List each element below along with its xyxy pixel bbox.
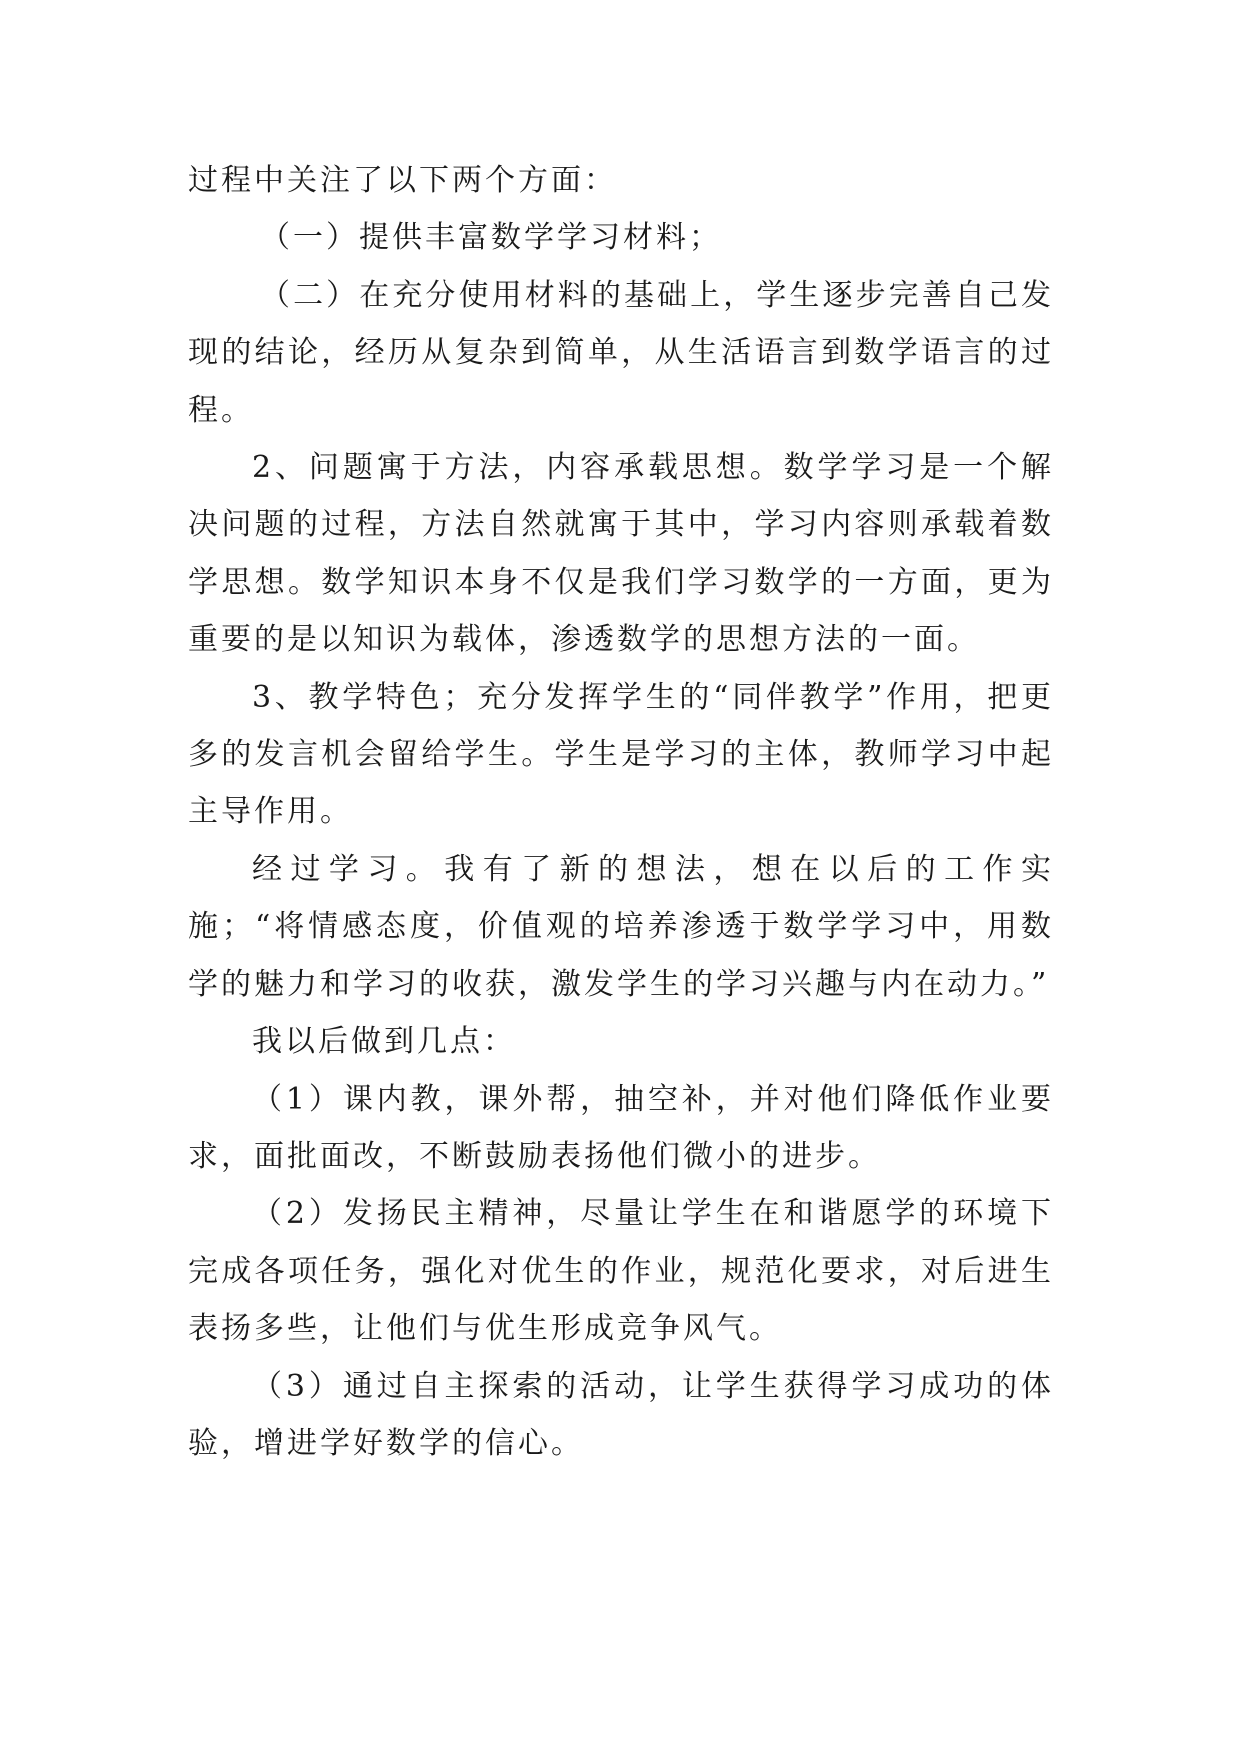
paragraph-continuation: 过程中关注了以下两个方面：: [188, 163, 617, 198]
paragraph-plan-2: （2）发扬民主精神，尽量让学生在和谐愿学的环境下完成各项任务，强化对优生的作业，规范化要求，对后进生表扬多些，让他们与优生形成竞争风气。: [188, 1196, 1054, 1347]
paragraph-reflection: 经过学习。我有了新的想法，想在以后的工作实施；“将情感态度，价值观的培养渗透于数学学习中，用数学的魅力和学习的收获，激发学生的学习兴趣与内在动力。”: [188, 851, 1054, 1002]
document-body: [188, 152, 1054, 1472]
paragraph-plan-1: （1）课内教，课外帮，抽空补，并对他们降低作业要求，面批面改，不断鼓励表扬他们微小的进步。: [188, 1081, 1054, 1174]
paragraph-point-2: 2、问题寓于方法，内容承载思想。数学学习是一个解决问题的过程，方法自然就寓于其中，学习内容则承载着数学思想。数学知识本身不仅是我们学习数学的一方面，更为重要的是以知识为载体，渗透数学的思想方法的一面。: [188, 450, 1054, 658]
paragraph-item-one: （一）提供丰富数学学习材料；: [260, 220, 722, 256]
paragraph-plan-3: （3）通过自主探索的活动，让学生获得学习成功的体验，增进学好数学的信心。: [188, 1368, 1054, 1461]
paragraph-plan-heading: 我以后做到几点：: [252, 1024, 516, 1060]
paragraph-item-two: （二）在充分使用材料的基础上，学生逐步完善自己发现的结论，经历从复杂到简单，从生活语言到数学语言的过程。: [188, 277, 1054, 428]
paragraph-point-3: 3、教学特色；充分发挥学生的“同伴教学”作用，把更多的发言机会留给学生。学生是学习的主体，教师学习中起主导作用。: [188, 679, 1054, 830]
